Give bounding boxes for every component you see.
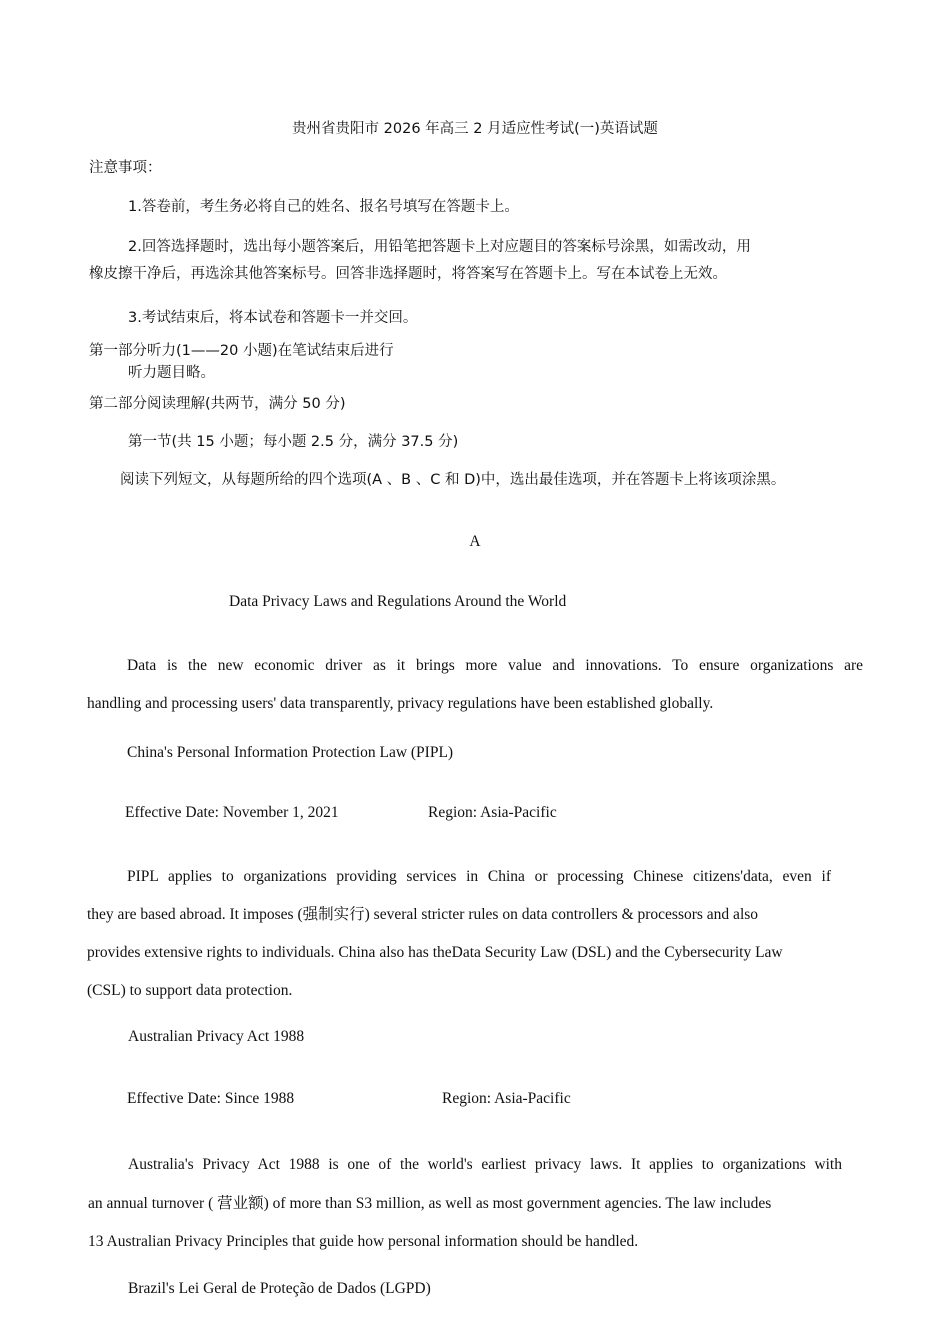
notice-item-continued: 橡皮擦干净后，再选涂其他答案标号。回答非选择题时，将答案写在答题卡上。写在本试卷上无效。 (89, 266, 727, 282)
notice-heading: 注意事项： (89, 160, 162, 176)
law-text-line: an annual turnover ( 营业额) of more than S3 million, as well as most government agencies. The law includes (88, 1195, 772, 1212)
exam-title: 贵州省贵阳市 2026 年高三 2 月适应性考试(一)英语试题 (292, 121, 658, 137)
law-effective-date: Effective Date: Since 1988 (127, 1090, 295, 1107)
law-text-line: provides extensive rights to individuals. China also has theData Security Law (DSL) and the Cybersecurity Law (87, 944, 783, 961)
section1-heading: 第一节(共 15 小题；每小题 2.5 分，满分 37.5 分) (128, 434, 459, 450)
law-text-line: (CSL) to support data protection. (87, 982, 293, 999)
law-region: Region: Asia-Pacific (442, 1090, 571, 1107)
reading-instruction: 阅读下列短文，从每题所给的四个选项(A 、B 、C 和 D)中，选出最佳选项，并在答题卡上将该项涂黑。 (120, 472, 786, 488)
passage-title: Data Privacy Laws and Regulations Around the World (229, 593, 567, 610)
law-region: Region: Asia-Pacific (428, 804, 557, 821)
intro-line: handling and processing users' data transparently, privacy regulations have been established globally. (87, 695, 714, 712)
law-text-line: they are based abroad. It imposes (强制实行) several stricter rules on data controllers & processors and also (87, 906, 759, 923)
law-text-line: PIPL applies to organizations providing services in China or processing Chinese citizens'data, even if (127, 868, 831, 885)
law-text-line: 13 Australian Privacy Principles that guide how personal information should be handled. (88, 1233, 639, 1250)
part2-heading: 第二部分阅读理解(共两节，满分 50 分) (89, 396, 346, 412)
notice-item: 1.答卷前，考生务必将自己的姓名、报名号填写在答题卡上。 (128, 199, 519, 215)
part1-heading: 第一部分听力(1——20 小题)在笔试结束后进行 (89, 343, 394, 359)
intro-line: Data is the new economic driver as it brings more value and innovations. To ensure organizations are (127, 657, 863, 674)
law-effective-date: Effective Date: November 1, 2021 (125, 804, 339, 821)
notice-item: 2.回答选择题时，选出每小题答案后，用铅笔把答题卡上对应题目的答案标号涂黑，如需改动，用 (128, 239, 751, 255)
passage-letter: A (469, 533, 481, 550)
law-name: China's Personal Information Protection Law (PIPL) (127, 744, 454, 761)
notice-item: 3.考试结束后，将本试卷和答题卡一并交回。 (128, 310, 418, 326)
law-text-line: Australia's Privacy Act 1988 is one of the world's earliest privacy laws. It applies to organizations with (128, 1156, 842, 1173)
law-name: Brazil's Lei Geral de Proteção de Dados (LGPD) (128, 1280, 431, 1297)
law-name: Australian Privacy Act 1988 (128, 1028, 305, 1045)
part1-note: 听力题目略。 (128, 365, 215, 381)
